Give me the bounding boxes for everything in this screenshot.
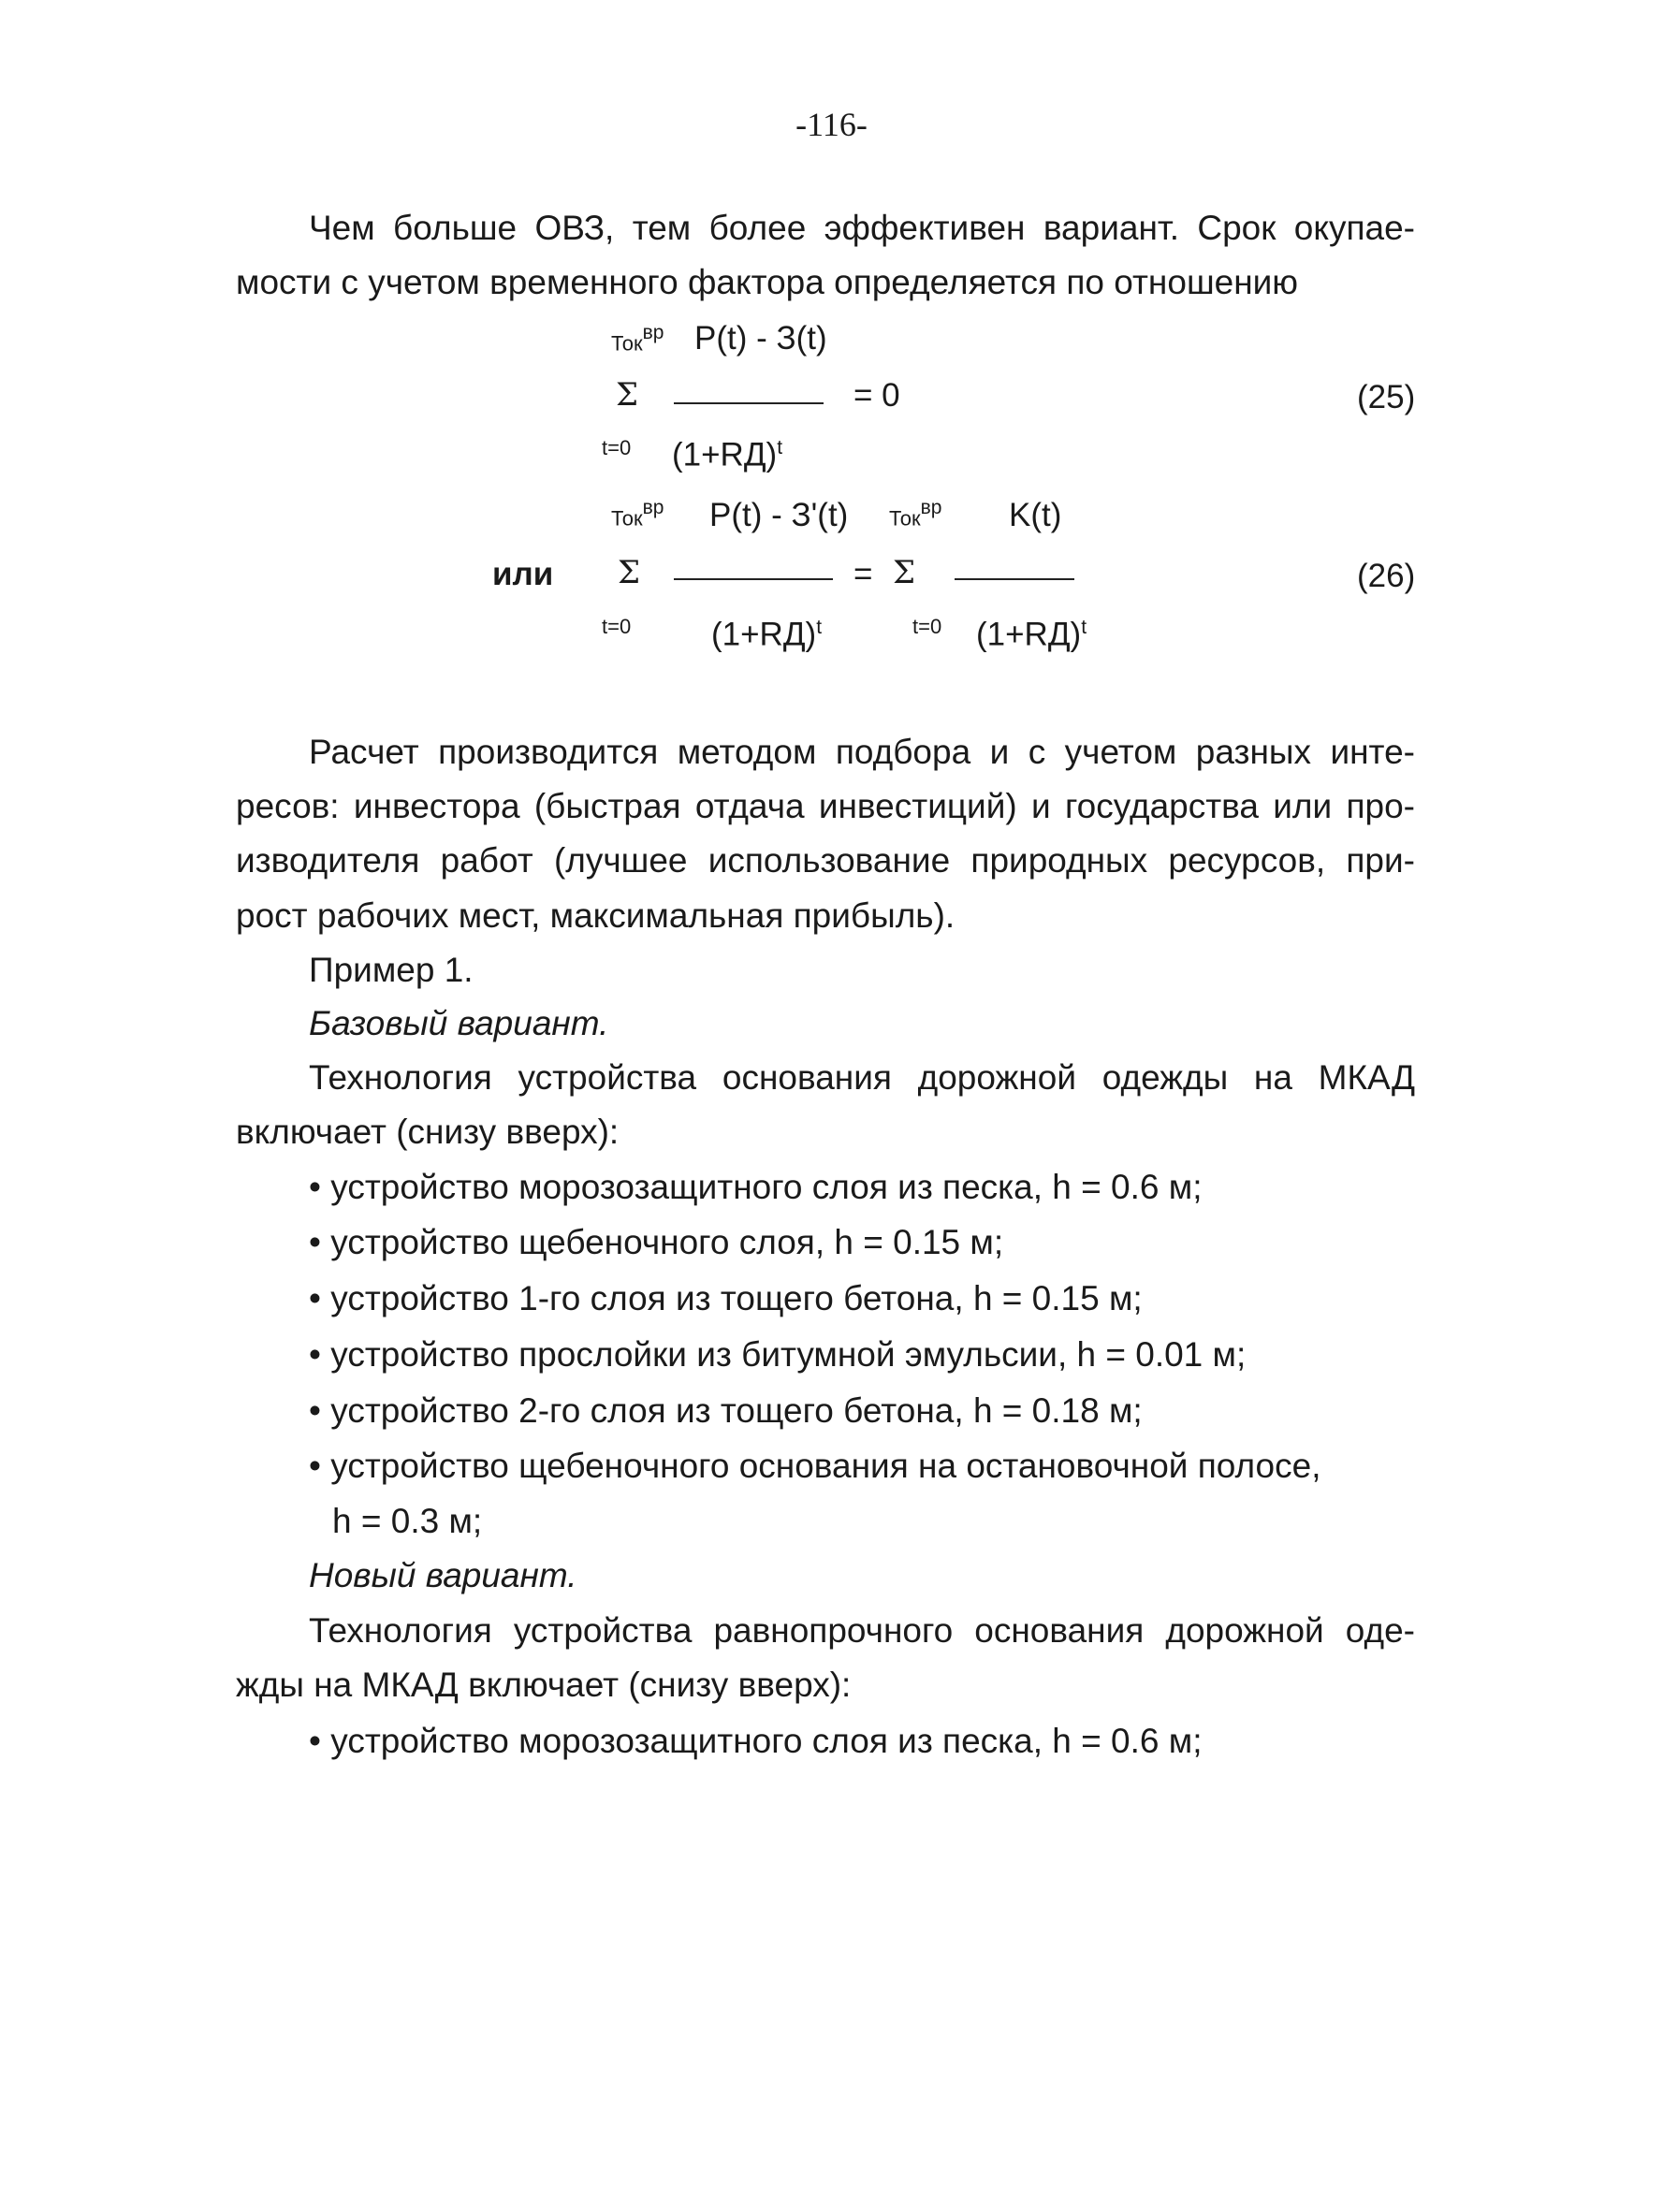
paragraph1-line-4: рост рабочих мест, максимальная прибыль). (236, 896, 955, 935)
formula26-connector: или (492, 556, 554, 592)
base-variant-item-6: • устройство щебеночного основания на остановочной полосе, (309, 1447, 1321, 1485)
formula26-right-fraction-line (955, 578, 1074, 580)
formula26-right-lower-limit: t=0 (912, 615, 942, 638)
formula26-left-denominator: $(1+RД)^t$ (711, 616, 823, 653)
formula26-right-sigma: Σ (893, 554, 916, 591)
formula25-number: (25) (1357, 379, 1416, 415)
paragraph1-line-3: изводителя работ (лучшее использование природных ресурсов, при- (236, 841, 1415, 880)
formula25-lower-limit: t=0 (602, 436, 632, 459)
example-title: Пример 1. (309, 951, 474, 989)
base-variant-item-4: • устройство прослойки из битумной эмульсии, h = 0.01 м; (309, 1335, 1247, 1374)
formula25-upper-limit: Ток$^{вр}$ (611, 322, 664, 356)
formula26-left-lower-limit: t=0 (602, 615, 632, 638)
base-variant-item-6-continuation: h = 0.3 м; (332, 1502, 483, 1540)
intro-line-1: Чем больше ОВЗ, тем более эффективен вариант. Срок окупае- (309, 209, 1415, 247)
formula26-left-upper-limit: Ток$^{вр}$ (611, 497, 664, 531)
formula26-equals: = (853, 556, 873, 592)
base-variant-item-5: • устройство 2-го слоя из тощего бетона, h = 0.18 м; (309, 1391, 1143, 1430)
formula26-left-sigma: Σ (618, 554, 641, 591)
new-variant-item-1: • устройство морозозащитного слоя из песка, h = 0.6 м; (309, 1722, 1203, 1760)
formula25-fraction-line (674, 402, 824, 404)
formula26-right-upper-limit: Ток$^{вр}$ (889, 497, 942, 531)
formula25-denominator: $(1+RД)^t$ (672, 436, 783, 473)
paragraph1-line-1: Расчет производится методом подбора и с учетом разных инте- (309, 733, 1415, 771)
formula25-equals: = 0 (853, 377, 900, 414)
base-variant-intro-line-2: включает (снизу вверх): (236, 1113, 620, 1151)
base-variant-item-3: • устройство 1-го слоя из тощего бетона, h = 0.15 м; (309, 1279, 1143, 1317)
base-variant-item-2: • устройство щебеночного слоя, h = 0.15 м; (309, 1223, 1004, 1261)
base-variant-intro-line-1: Технология устройства основания дорожной одежды на МКАД (309, 1058, 1415, 1097)
paragraph1-line-2: ресов: инвестора (быстрая отдача инвестиций) и государства или про- (236, 787, 1415, 825)
new-variant-intro-line-1: Технология устройства равнопрочного основания дорожной оде- (309, 1611, 1415, 1650)
formula26-right-denominator: $(1+RД)^t$ (976, 616, 1087, 653)
intro-line-2: мости с учетом временного фактора определяется по отношению (236, 263, 1299, 301)
page-number: -116- (795, 106, 868, 143)
formula26-left-fraction-line (674, 578, 833, 580)
formula26-right-numerator: K(t) (1009, 497, 1062, 533)
formula25-numerator: Р(t) - З(t) (694, 320, 827, 357)
base-variant-heading: Базовый вариант. (309, 1004, 609, 1042)
formula26-number: (26) (1357, 558, 1416, 594)
new-variant-heading: Новый вариант. (309, 1556, 577, 1594)
base-variant-item-1: • устройство морозозащитного слоя из песка, h = 0.6 м; (309, 1168, 1203, 1206)
formula25-sigma: Σ (616, 376, 639, 414)
formula26-left-numerator: Р(t) - З'(t) (709, 497, 849, 533)
new-variant-intro-line-2: жды на МКАД включает (снизу вверх): (236, 1666, 852, 1704)
